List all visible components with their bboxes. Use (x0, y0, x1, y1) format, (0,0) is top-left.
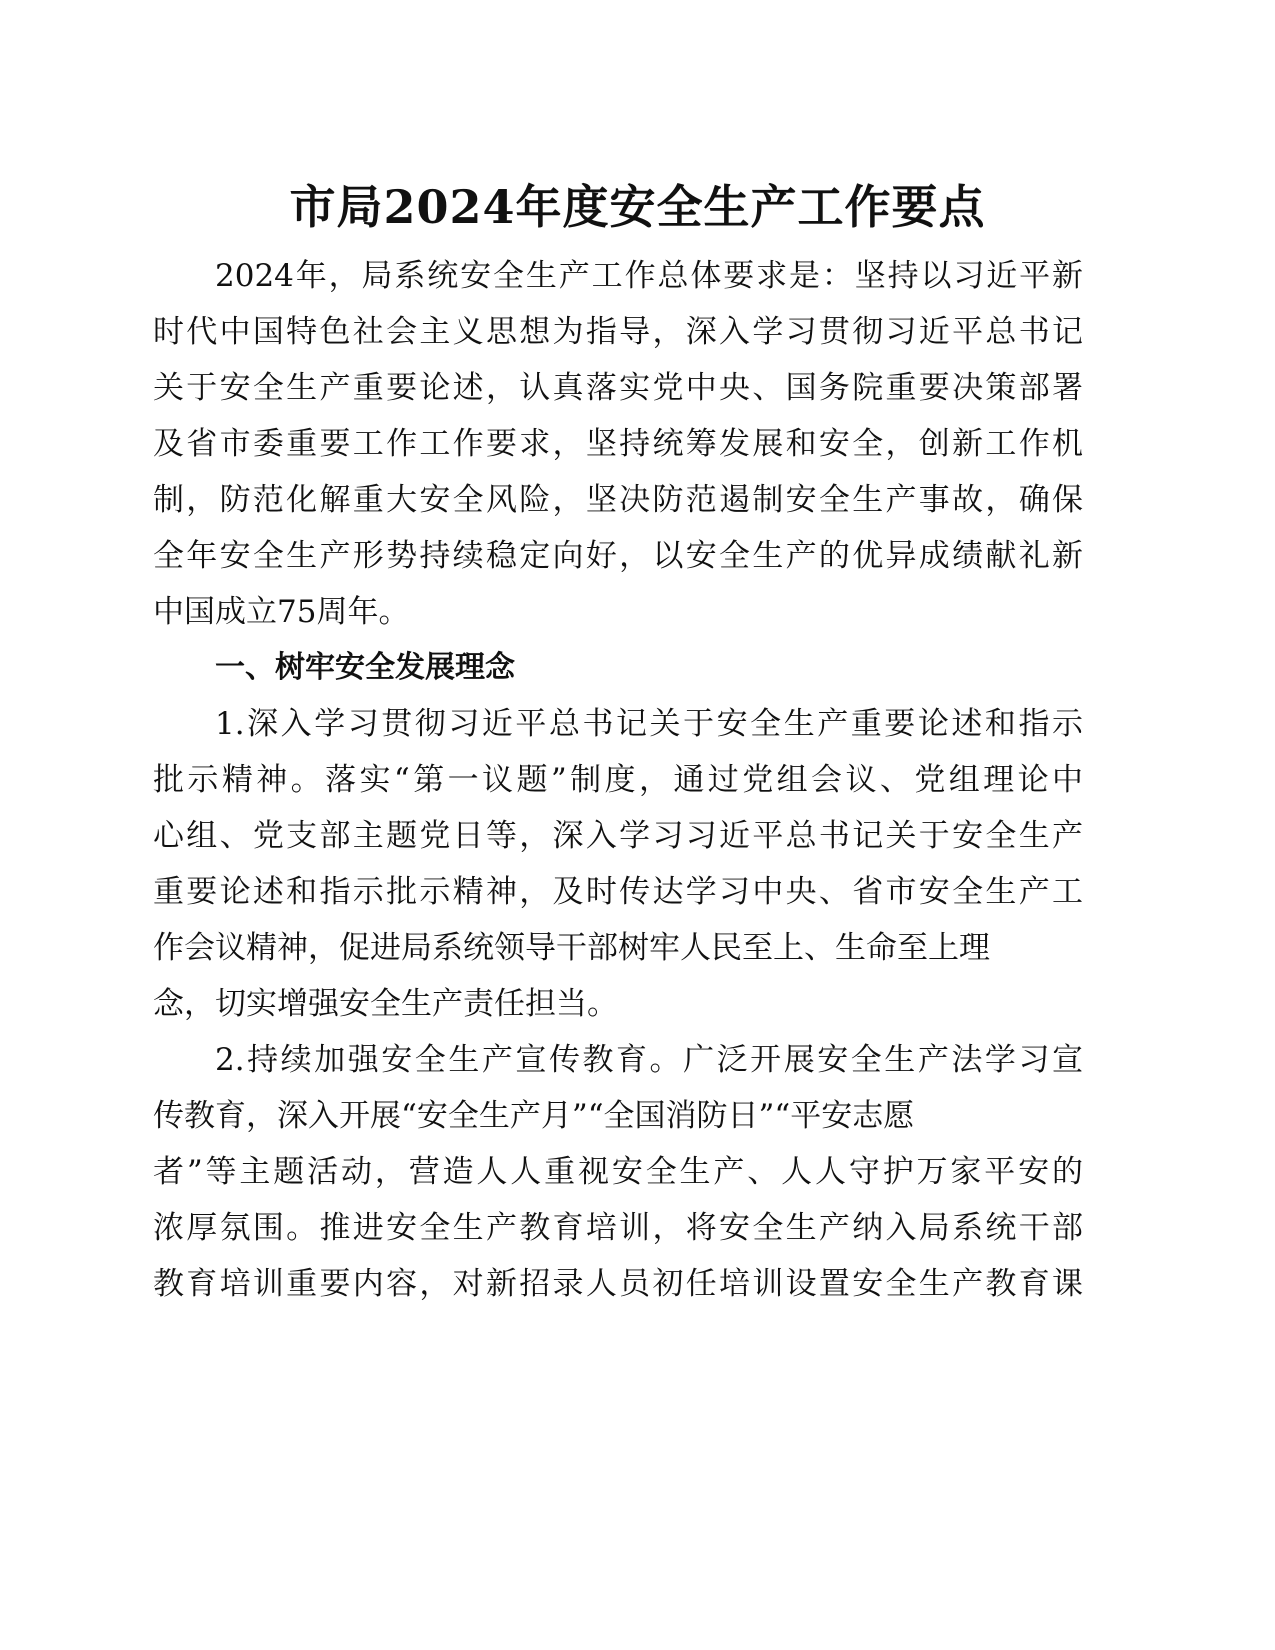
section-heading: 一、树牢安全发展理念 (215, 650, 515, 685)
paragraph-line: 心组、党支部主题党日等，深入学习习近平总书记关于安全生产 (153, 818, 1083, 854)
paragraph-line: 制，防范化解重大安全风险，坚决防范遏制安全生产事故，确保 (153, 482, 1083, 518)
paragraph-line: 全年安全生产形势持续稳定向好，以安全生产的优异成绩献礼新 (153, 538, 1083, 574)
paragraph-line: 教育培训重要内容，对新招录人员初任培训设置安全生产教育课 (153, 1266, 1083, 1302)
paragraph-line: 关于安全生产重要论述，认真落实党中央、国务院重要决策部署 (153, 370, 1083, 406)
paragraph-line: 重要论述和指示批示精神，及时传达学习中央、省市安全生产工 (153, 874, 1083, 910)
paragraph-line: 2024年，局系统安全生产工作总体要求是：坚持以习近平新 (215, 258, 1083, 294)
paragraph-line: 时代中国特色社会主义思想为指导，深入学习贯彻习近平总书记 (153, 314, 1083, 350)
paragraph-line: 批示精神。落实“第一议题”制度，通过党组会议、党组理论中 (153, 762, 1083, 798)
paragraph-line: 浓厚氛围。推进安全生产教育培训，将安全生产纳入局系统干部 (153, 1210, 1083, 1246)
paragraph-line: 者”等主题活动，营造人人重视安全生产、人人守护万家平安的 (153, 1154, 1083, 1190)
paragraph-line: 及省市委重要工作工作要求，坚持统筹发展和安全，创新工作机 (153, 426, 1083, 462)
paragraph-line: 1.深入学习贯彻习近平总书记关于安全生产重要论述和指示 (215, 706, 1083, 742)
paragraph-line: 2.持续加强安全生产宣传教育。广泛开展安全生产法学习宣 (215, 1042, 1083, 1078)
paragraph-line: 中国成立75周年。 (153, 594, 410, 630)
paragraph-line: 传教育，深入开展“安全生产月”“全国消防日”“平安志愿 (153, 1098, 915, 1134)
paragraph-line: 念，切实增强安全生产责任担当。 (153, 986, 618, 1022)
paragraph-line: 作会议精神，促进局系统领导干部树牢人民至上、生命至上理 (153, 930, 990, 966)
document-title: 市局2024年度安全生产工作要点 (289, 180, 986, 234)
